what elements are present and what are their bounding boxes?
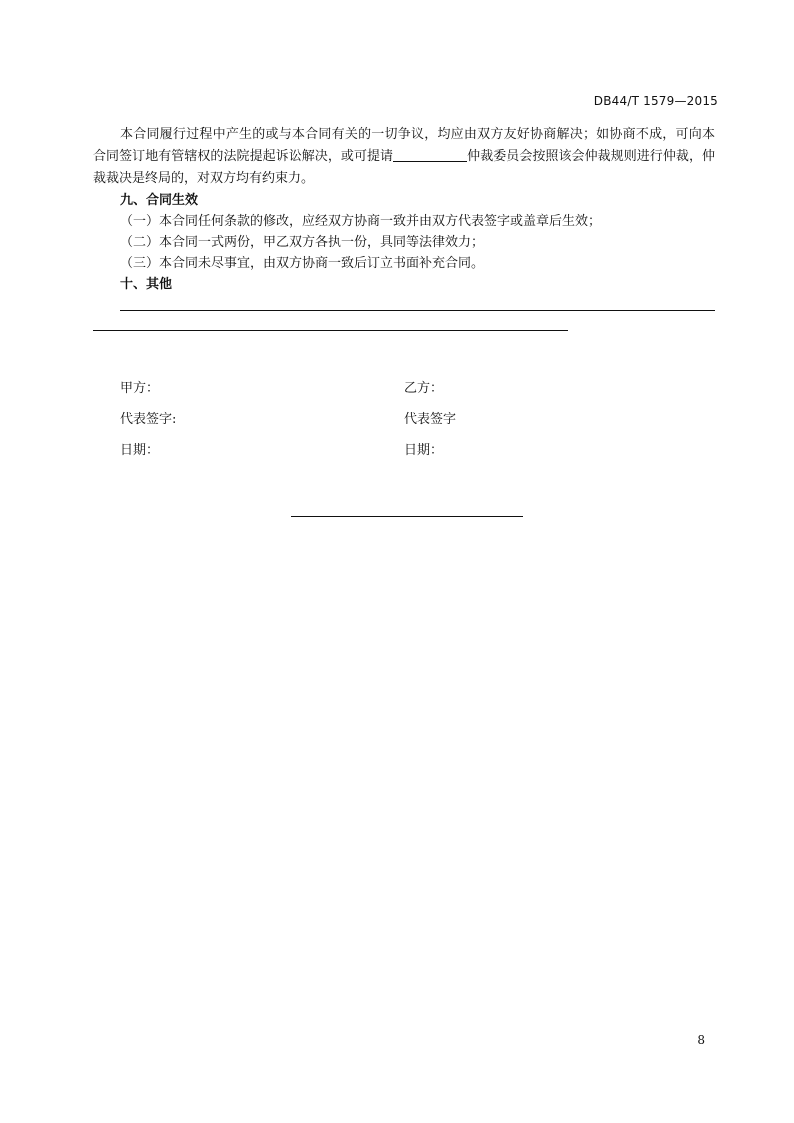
arbitration-blank [393,147,467,162]
page-number: 8 [697,1033,705,1047]
representative-b-label: 代表签字 [404,412,457,427]
other-blank-line-2 [93,330,568,331]
dispute-paragraph [93,124,715,190]
section-nine-heading: 九、合同生效 [120,193,199,208]
contract-body [93,124,715,295]
document-code: DB44/T 1579—2015 [593,94,718,108]
section-ten-heading: 十、其他 [120,277,173,292]
section-nine-clause-3: （三）本合同未尽事宜，由双方协商一致后订立书面补充合同。 [120,256,485,271]
dispute-text-after: 仲裁委员会按照该会仲裁规则进行仲裁，仲裁裁决是终局的，对双方均有约束力。 [93,149,715,186]
date-a-label: 日期： [120,443,160,458]
other-blank-line-1 [120,310,715,311]
party-a-label: 甲方： [120,381,160,396]
dispute-text-before: 本合同履行过程中产生的或与本合同有关的一切争议，均应由双方友好协商解决；如协商不成，可向本合同签订地有管辖权的法院提起诉讼解决，或可提请 [93,127,715,164]
party-b-label: 乙方： [404,381,444,396]
representative-a-label: 代表签字: [120,412,177,427]
section-nine-clause-2: （二）本合同一式两份，甲乙双方各执一份，具同等法律效力； [120,235,485,250]
end-of-document-line [291,516,523,517]
date-b-label: 日期： [404,443,444,458]
section-nine-clause-1: （一）本合同任何条款的修改，应经双方协商一致并由双方代表签字或盖章后生效； [120,214,602,229]
